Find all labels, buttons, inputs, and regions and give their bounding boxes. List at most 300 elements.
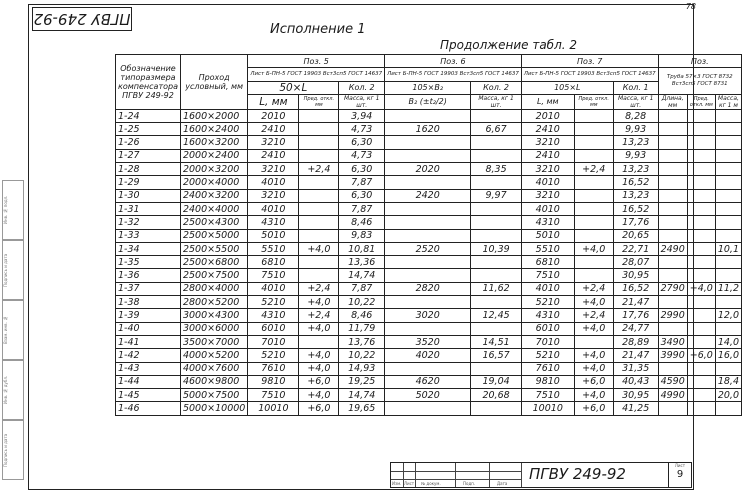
pos5-kol: Кол. 2 <box>339 81 385 94</box>
pipe-tolerance-cell <box>687 375 715 388</box>
pos5-length-cell: 4010 <box>248 202 299 215</box>
table-row <box>116 163 742 176</box>
sheet-number-box <box>668 463 691 487</box>
passage-cell: 4000×5200 <box>180 349 247 362</box>
pipe-length-cell <box>658 176 687 189</box>
pos5-mass-cell: 14,74 <box>339 389 385 402</box>
pos6-mass-cell: 19,04 <box>471 375 522 388</box>
pos5-tolerance-cell: +2,4 <box>299 282 339 295</box>
pos5-length-cell: 10010 <box>248 402 299 415</box>
pos7-length-cell: 5510 <box>521 242 574 255</box>
revision-grid <box>391 463 521 487</box>
designation-cell: 1-34 <box>116 242 181 255</box>
pipe-mass-cell <box>715 269 741 282</box>
table-row <box>116 149 742 162</box>
sheet-number: 9 <box>676 469 684 480</box>
pos7-mass-cell: 16,52 <box>613 282 658 295</box>
pos5-length-cell: 2410 <box>248 149 299 162</box>
pos5-tolerance-cell <box>299 123 339 136</box>
pos5-tolerance-cell: +4,0 <box>299 349 339 362</box>
pos5-mass-cell: 6,30 <box>339 136 385 149</box>
pos7-tolerance-cell: +4,0 <box>574 362 613 375</box>
pos7-mass-cell: 20,65 <box>613 229 658 242</box>
designation-cell: 1-45 <box>116 389 181 402</box>
table-row <box>116 349 742 362</box>
passage-cell: 2500×7500 <box>180 269 247 282</box>
pos6-mass-cell <box>471 176 522 189</box>
pos7-length-cell: 5210 <box>521 296 574 309</box>
pos5-mass-cell: 10,22 <box>339 296 385 309</box>
pipe-mass-cell <box>715 322 741 335</box>
pipe-mass-cell <box>715 163 741 176</box>
pos5-length-cell: 7510 <box>248 389 299 402</box>
pos7-length-cell: 6010 <box>521 322 574 335</box>
pos7-mass-cell: 21,47 <box>613 349 658 362</box>
table-row <box>116 242 742 255</box>
passage-cell: 1600×2400 <box>180 123 247 136</box>
passage-cell: 2500×5000 <box>180 229 247 242</box>
pos6-spec: Лист Б-ПН-5 ГОСТ 19903 Вст3сп5 ГОСТ 14637 <box>385 68 522 81</box>
pos7-mass-cell: 22,71 <box>613 242 658 255</box>
pos5-mass-cell: 3,94 <box>339 109 385 122</box>
pos5-length-cell: 3210 <box>248 163 299 176</box>
pipe-mass-cell <box>715 149 741 162</box>
pos6-mass-cell: 12,45 <box>471 309 522 322</box>
massa-header: Масса, кг 1 шт. <box>613 94 658 109</box>
passage-cell: 1600×3200 <box>180 136 247 149</box>
pos5-mass-cell: 7,87 <box>339 176 385 189</box>
pos5-length-cell: 4310 <box>248 216 299 229</box>
table-row <box>116 282 742 295</box>
designation-cell: 1-43 <box>116 362 181 375</box>
pos7-tolerance-cell <box>574 176 613 189</box>
pipe-length-cell <box>658 109 687 122</box>
pos7-mass-cell: 8,28 <box>613 109 658 122</box>
table-row <box>116 389 742 402</box>
pos5-tolerance-cell <box>299 136 339 149</box>
pipe-tolerance-cell <box>687 189 715 202</box>
header-row <box>116 55 742 68</box>
pipe-tolerance-cell <box>687 362 715 375</box>
pipe-length-cell <box>658 269 687 282</box>
pos6-mass-cell <box>471 269 522 282</box>
pipe-mass-cell <box>715 123 741 136</box>
table-row <box>116 123 742 136</box>
pos5-length-cell: 6010 <box>248 322 299 335</box>
pos6-mass-cell <box>471 229 522 242</box>
designation-cell: 1-42 <box>116 349 181 362</box>
pos6-b2-cell: 1620 <box>385 123 471 136</box>
pos7-mass-cell: 31,35 <box>613 362 658 375</box>
pos6-b2-cell <box>385 362 471 375</box>
pipe-length-cell <box>658 322 687 335</box>
pos6-b2-cell: 5020 <box>385 389 471 402</box>
pos6-b2-cell: 3020 <box>385 309 471 322</box>
pos5-mass-cell: 14,74 <box>339 269 385 282</box>
pos6-b2-cell <box>385 296 471 309</box>
pos5-length-cell: 2410 <box>248 123 299 136</box>
pipe-tolerance-cell <box>687 335 715 348</box>
pos6-b2-cell <box>385 202 471 215</box>
pos6-mass-cell <box>471 362 522 375</box>
pos7-length-cell: 3210 <box>521 163 574 176</box>
pos5-tolerance-cell <box>299 216 339 229</box>
pipe-tolerance-cell <box>687 229 715 242</box>
pos5-title: Поз. 5 <box>303 56 329 66</box>
pos7-tolerance-cell <box>574 335 613 348</box>
pipe-length-cell: 4590 <box>658 375 687 388</box>
pos7-tolerance-cell <box>574 189 613 202</box>
pos6-b2-cell: 2420 <box>385 189 471 202</box>
pos5-mass-cell: 10,22 <box>339 349 385 362</box>
designation-cell: 1-35 <box>116 256 181 269</box>
length-header: Длина, мм <box>658 94 687 109</box>
pos5-mass-cell: 4,73 <box>339 149 385 162</box>
pos6-mass-cell <box>471 256 522 269</box>
table-row <box>116 322 742 335</box>
designation-cell: 1-38 <box>116 296 181 309</box>
pos5-mass-cell: 6,30 <box>339 163 385 176</box>
pos7-tolerance-cell: +4,0 <box>574 349 613 362</box>
pos5-mass-cell: 14,93 <box>339 362 385 375</box>
pipe-mass-cell: 10,1 <box>715 242 741 255</box>
table-row <box>116 136 742 149</box>
pipe-tolerance-cell: +6,0 <box>687 349 715 362</box>
pos5-spec: Лист Б-ПН-5 ГОСТ 19903 Вст3сп5 ГОСТ 14637 <box>248 68 385 81</box>
designation-cell: 1-25 <box>116 123 181 136</box>
grid-label: Подп. <box>463 481 476 486</box>
pipe-length-cell <box>658 163 687 176</box>
table-row <box>116 229 742 242</box>
passage-cell: 2500×5500 <box>180 242 247 255</box>
pipe-mass-cell: 12,0 <box>715 309 741 322</box>
pos5-dim: 50×L <box>248 81 339 94</box>
pos7-mass-cell: 28,89 <box>613 335 658 348</box>
pos6-b2-cell: 2520 <box>385 242 471 255</box>
pos7-length-cell: 9810 <box>521 375 574 388</box>
pos7-length-cell: 5210 <box>521 349 574 362</box>
pos6-mass-cell <box>471 149 522 162</box>
passage-cell: 3000×4300 <box>180 309 247 322</box>
pos5-mass-cell: 7,87 <box>339 282 385 295</box>
pos5-tolerance-cell <box>299 189 339 202</box>
passage-cell: 2800×5200 <box>180 296 247 309</box>
pipe-mass-cell <box>715 202 741 215</box>
pos5-tolerance-cell: +2,4 <box>299 163 339 176</box>
table-row <box>116 335 742 348</box>
pos7-mass-cell: 40,43 <box>613 375 658 388</box>
pos7-length-cell: 2410 <box>521 149 574 162</box>
pred-otkl-header: Пред. откл. мм <box>687 94 715 109</box>
grid-line <box>391 479 521 480</box>
pos7-length-cell: 10010 <box>521 402 574 415</box>
table-row <box>116 216 742 229</box>
designation-cell: 1-29 <box>116 176 181 189</box>
pos6-mass-cell: 6,67 <box>471 123 522 136</box>
L-header: L, мм <box>248 94 299 109</box>
pos7-spec: Лист Б-ПН-5 ГОСТ 19903 Вст3сп5 ГОСТ 14637 <box>521 68 658 81</box>
pos7-tolerance-cell: +6,0 <box>574 402 613 415</box>
pos5-mass-cell: 19,65 <box>339 402 385 415</box>
document-code-stamp: ПГВУ 249-92 <box>32 7 132 31</box>
pos7-tolerance-cell: +4,0 <box>574 389 613 402</box>
pos7-length-cell: 2010 <box>521 109 574 122</box>
pos5-mass-cell: 8,46 <box>339 309 385 322</box>
pos-last-header <box>658 55 741 68</box>
pos7-mass-cell: 13,23 <box>613 136 658 149</box>
pipe-length-cell <box>658 296 687 309</box>
pred-otkl-header: Пред. откл. мм <box>299 94 339 109</box>
pipe-length-cell: 2790 <box>658 282 687 295</box>
pos7-length-cell: 4010 <box>521 202 574 215</box>
pos6-b2-cell: 4620 <box>385 375 471 388</box>
pos7-length-cell: 6810 <box>521 256 574 269</box>
pipe-tolerance-cell <box>687 136 715 149</box>
pos6-mass-cell <box>471 109 522 122</box>
pos6-b2-cell <box>385 149 471 162</box>
pos5-tolerance-cell <box>299 149 339 162</box>
designation-cell: 1-27 <box>116 149 181 162</box>
pos6-b2-cell <box>385 229 471 242</box>
sheet-label: Лист <box>674 463 686 468</box>
pos6-b2-cell <box>385 402 471 415</box>
pipe-length-cell <box>658 229 687 242</box>
pipe-tolerance-cell <box>687 123 715 136</box>
pos5-tolerance-cell: +4,0 <box>299 322 339 335</box>
pos5-length-cell: 7510 <box>248 269 299 282</box>
designation-cell: 1-24 <box>116 109 181 122</box>
pipe-tolerance-cell: +4,0 <box>687 282 715 295</box>
passage-cell: 5000×10000 <box>180 402 247 415</box>
pos5-tolerance-cell: +4,0 <box>299 389 339 402</box>
passage-cell: 4600×9800 <box>180 375 247 388</box>
designation-cell: 1-30 <box>116 189 181 202</box>
pipe-mass-cell <box>715 296 741 309</box>
pipe-mass-cell <box>715 229 741 242</box>
footer-document-code: ПГВУ 249-92 <box>529 465 626 483</box>
passage-cell: 2500×6800 <box>180 256 247 269</box>
sidebar-cell: Подпись и дата <box>2 240 24 300</box>
pos6-b2-cell <box>385 322 471 335</box>
pos5-tolerance-cell <box>299 202 339 215</box>
pos7-length-cell: 5010 <box>521 229 574 242</box>
pos7-tolerance-cell: +4,0 <box>574 296 613 309</box>
pos7-tolerance-cell <box>574 149 613 162</box>
page-number: 78 <box>685 2 696 11</box>
pipe-length-cell <box>658 202 687 215</box>
pos7-tolerance-cell <box>574 202 613 215</box>
pipe-tolerance-cell <box>687 389 715 402</box>
pos6-b2-cell <box>385 136 471 149</box>
pipe-length-cell: 2490 <box>658 242 687 255</box>
designation-cell: 1-32 <box>116 216 181 229</box>
pos7-tolerance-cell: +4,0 <box>574 242 613 255</box>
pos5-tolerance-cell: +6,0 <box>299 375 339 388</box>
pos5-mass-cell: 4,73 <box>339 123 385 136</box>
pipe-length-cell <box>658 123 687 136</box>
table-row <box>116 202 742 215</box>
pred-otkl-header: Пред. откл. мм <box>574 94 613 109</box>
pos6-mass-cell <box>471 202 522 215</box>
pos5-length-cell: 9810 <box>248 375 299 388</box>
pos7-mass-cell: 17,76 <box>613 216 658 229</box>
pos7-tolerance-cell <box>574 123 613 136</box>
passage-cell: 3000×6000 <box>180 322 247 335</box>
pos7-length-cell: 4310 <box>521 216 574 229</box>
pos7-length-cell: 7510 <box>521 269 574 282</box>
table-row <box>116 309 742 322</box>
page-title: Исполнение 1 <box>270 22 366 37</box>
table-continuation-label: Продолжение табл. 2 <box>440 38 578 52</box>
pipe-mass-cell: 16,0 <box>715 349 741 362</box>
pos5-length-cell: 4010 <box>248 282 299 295</box>
designation-cell: 1-36 <box>116 269 181 282</box>
pos5-tolerance-cell <box>299 109 339 122</box>
pipe-tolerance-cell <box>687 202 715 215</box>
title-block <box>390 462 692 488</box>
pos7-mass-cell: 28,07 <box>613 256 658 269</box>
designation-cell: 1-40 <box>116 322 181 335</box>
passage-cell: 2000×3200 <box>180 163 247 176</box>
designation-cell: 1-41 <box>116 335 181 348</box>
dimensions-table <box>115 54 742 416</box>
pos7-tolerance-cell: +6,0 <box>574 375 613 388</box>
pipe-tolerance-cell <box>687 242 715 255</box>
pos6-mass-cell <box>471 402 522 415</box>
pos5-tolerance-cell: +2,4 <box>299 309 339 322</box>
pipe-tolerance-cell <box>687 309 715 322</box>
pos5-length-cell: 7610 <box>248 362 299 375</box>
pos7-dim: 105×L <box>521 81 613 94</box>
passage-cell: 2400×3200 <box>180 189 247 202</box>
pipe-length-cell: 3490 <box>658 335 687 348</box>
pos5-mass-cell: 9,83 <box>339 229 385 242</box>
pos7-length-cell: 7510 <box>521 389 574 402</box>
pos5-tolerance-cell: +4,0 <box>299 242 339 255</box>
pos7-mass-cell: 24,77 <box>613 322 658 335</box>
pos5-mass-cell: 13,76 <box>339 335 385 348</box>
pos5-length-cell: 4310 <box>248 309 299 322</box>
passage-cell: 2800×4000 <box>180 282 247 295</box>
pos5-length-cell: 5210 <box>248 349 299 362</box>
pos7-tolerance-cell: +4,0 <box>574 322 613 335</box>
pipe-tolerance-cell <box>687 269 715 282</box>
pipe-tolerance-cell <box>687 256 715 269</box>
pipe-length-cell <box>658 216 687 229</box>
pos6-dim: 105×B₂ <box>385 81 471 94</box>
pipe-length-cell: 4990 <box>658 389 687 402</box>
pos5-length-cell: 2010 <box>248 109 299 122</box>
pos5-mass-cell: 10,81 <box>339 242 385 255</box>
pos5-mass-cell: 11,79 <box>339 322 385 335</box>
pos6-b2-cell <box>385 269 471 282</box>
left-sidebar <box>0 180 26 480</box>
pipe-tolerance-cell <box>687 176 715 189</box>
designation-cell: 1-37 <box>116 282 181 295</box>
pipe-tolerance-cell <box>687 163 715 176</box>
pos6-b2-cell <box>385 109 471 122</box>
pipe-tolerance-cell <box>687 149 715 162</box>
sidebar-cell: Подпись и дата <box>2 420 24 480</box>
pos5-mass-cell: 7,87 <box>339 202 385 215</box>
pipe-tolerance-cell <box>687 322 715 335</box>
pos5-tolerance-cell: +4,0 <box>299 296 339 309</box>
pos6-mass-cell <box>471 296 522 309</box>
pos7-mass-cell: 30,95 <box>613 269 658 282</box>
pos7-length-cell: 4010 <box>521 176 574 189</box>
sidebar-cell: Взам. инв. № <box>2 300 24 360</box>
pipe-length-cell <box>658 256 687 269</box>
passage-cell: 2000×2400 <box>180 149 247 162</box>
pos5-mass-cell: 8,46 <box>339 216 385 229</box>
pos7-length-cell: 7610 <box>521 362 574 375</box>
pos6-mass-cell: 8,35 <box>471 163 522 176</box>
passage-cell: 2500×4300 <box>180 216 247 229</box>
passage-cell: 2400×4000 <box>180 202 247 215</box>
pipe-mass-cell: 18,4 <box>715 375 741 388</box>
pos5-tolerance-cell <box>299 335 339 348</box>
pos7-length-cell: 4310 <box>521 309 574 322</box>
pos6-b2-cell: 3520 <box>385 335 471 348</box>
pipe-length-cell <box>658 362 687 375</box>
table-body <box>116 109 742 415</box>
pos6-b2-cell: 2020 <box>385 163 471 176</box>
pos7-mass-cell: 16,52 <box>613 176 658 189</box>
designation-header: Обозначение типоразмера компенсатора ПГВУ 249-92 <box>116 55 181 110</box>
pos7-tolerance-cell <box>574 269 613 282</box>
pos7-title: Поз. 7 <box>577 56 603 66</box>
massa-1m-header: Масса, кг 1 м <box>715 94 741 109</box>
table-row <box>116 176 742 189</box>
pos7-tolerance-cell <box>574 109 613 122</box>
pos6-b2-cell: 2820 <box>385 282 471 295</box>
pos7-tolerance-cell <box>574 136 613 149</box>
grid-label: Лист <box>404 481 415 486</box>
pos7-mass-cell: 21,47 <box>613 296 658 309</box>
pos5-tolerance-cell <box>299 269 339 282</box>
table-row <box>116 402 742 415</box>
passage-cell: 3500×7000 <box>180 335 247 348</box>
pos6-mass-cell: 14,51 <box>471 335 522 348</box>
pos5-length-cell: 7010 <box>248 335 299 348</box>
pos7-mass-cell: 9,93 <box>613 149 658 162</box>
pos7-tolerance-cell: +2,4 <box>574 309 613 322</box>
pos7-length-cell: 2410 <box>521 123 574 136</box>
passage-cell: 1600×2000 <box>180 109 247 122</box>
pos6-header <box>385 55 522 68</box>
sidebar-cell: Инв. № подл. <box>2 180 24 240</box>
table-row <box>116 189 742 202</box>
pos7-mass-cell: 41,25 <box>613 402 658 415</box>
pos5-tolerance-cell: +4,0 <box>299 362 339 375</box>
pos6-mass-cell: 11,62 <box>471 282 522 295</box>
pos7-tolerance-cell: +2,4 <box>574 163 613 176</box>
pos5-header <box>248 55 385 68</box>
L-header: L, мм <box>521 94 574 109</box>
designation-cell: 1-31 <box>116 202 181 215</box>
pos7-header <box>521 55 658 68</box>
pos6-b2-cell <box>385 176 471 189</box>
pos5-length-cell: 5010 <box>248 229 299 242</box>
table-row <box>116 109 742 122</box>
pos6-mass-cell <box>471 322 522 335</box>
pos7-tolerance-cell: +2,4 <box>574 282 613 295</box>
pos6-kol: Кол. 2 <box>471 81 522 94</box>
table-row <box>116 256 742 269</box>
pos6-b2-cell: 4020 <box>385 349 471 362</box>
pipe-length-cell <box>658 189 687 202</box>
pos5-length-cell: 5210 <box>248 296 299 309</box>
